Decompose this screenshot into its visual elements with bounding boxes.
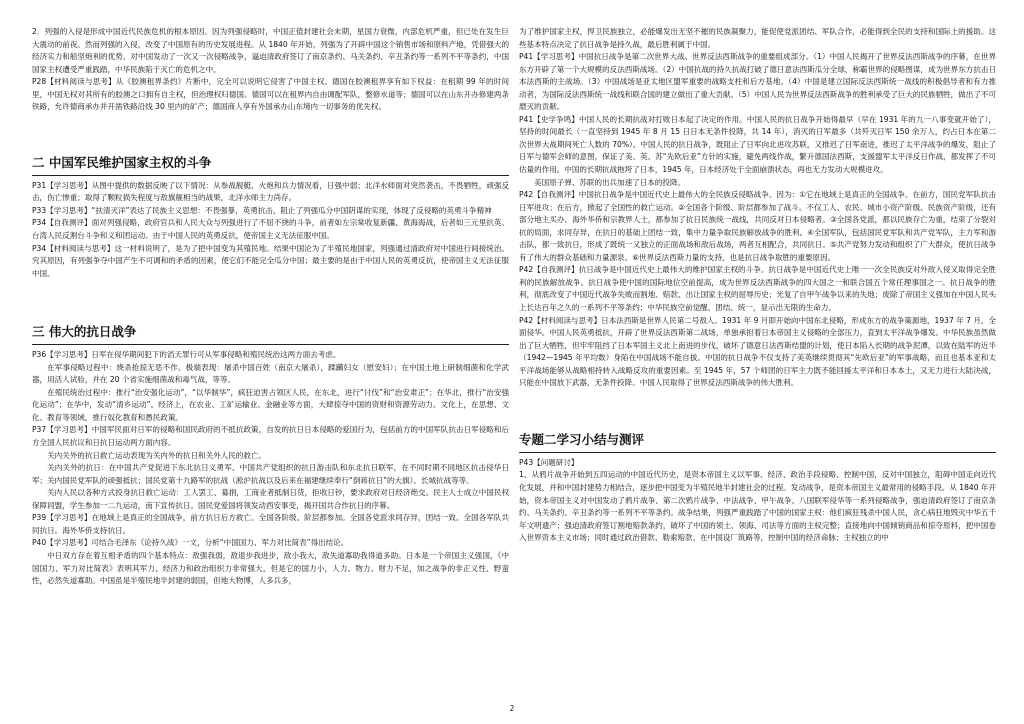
paragraph: P37【学习思考】中国军民面对日军的侵略和国民政府的不抵抗政策，自发的抗日日本侵略的爱国行为，包括前方的中国军队抗击日军侵略和后方全国人民抗议和日抗日运动两方面内容。 — [32, 425, 509, 448]
section-heading-sovereignty: 二 中国军民维护国家主权的斗争 — [32, 155, 509, 176]
spacer — [32, 114, 509, 155]
paragraph: 关内关外的抗日救亡运动表现为关内外的抗日和关外人民的救亡。 — [47, 450, 266, 460]
paragraph: 关内关外的抗日：在中国共产党促进下东北抗日义勇军、中国共产党组织的抗日游击队和东北抗日联军，在不同时期不同地区抗击侵华日军；关内国民党军队的顽强抵抗；国民党第十九路军的抗战（淞沪抗战以及后来在福建继续奉行“倒蒋抗日”的大旗）、长城抗战等等。 — [32, 463, 509, 485]
paragraph: P39【学习思考】在地域上是真正的全国战争，前方抗日后方救亡。全国各阶级、阶层都参加。全国各党派求同存异，团结一致。全国各军队共同抗日。海外华侨支持抗日。 — [32, 513, 509, 535]
paragraph-p34-test: P34【自我测评】面对列强侵略，政府官兵和人民大众与列强进行了不屈不挠的斗争，前者如左宗棠收复新疆、黄海海战，后者如三元里抗英、台湾人民反割台斗争和义和团运动。由于中国人民的英勇反抗，使帝国主义无法征服中国。 — [32, 218, 509, 241]
spacer — [519, 390, 996, 432]
paragraph: P42【材料阅读与思考】日本法西斯是世界人民第二号敌人。1931 年 9 月即开始向中国东北侵略，形成东方的战争策源地，1937 年 7 月，全面侵华。中国人民英勇抵抗，开辟了世界反法西斯第二战场，单独承担着日本帝国主义侵略的全部压力，直到太平洋战争爆发。中华民族虽然做出了巨大牺牲，但牢牢阻挡了日本军国主义北上南进的步伐，破坏了德意日法西斯结盟的计划，使日本陷入长期的战争泥潭，以致在陆军的近半（1942—1945 年平均数）身陷在中国战场不能自拔。中国的抗日战争不仅支持了美英继续贯彻其“先欧后亚”的军事战略，而且也基本亚和太平洋战场能够从战略相持转入战略反攻的重要因素。至 1945 年，57 个师团的日军主力既不能回援太平洋和日本本土，又无力进行大陆决战，只能在中国放下武器，无条件投降。中国人民取得了世界反法西斯战争的伟大胜利。 — [519, 315, 996, 388]
paragraph-p33: P33【学习思考】“扶清灭洋”表达了民族主义思想：不畏强暴，英勇抗击，阻止了列强瓜分中国阴谋的实现，体现了反侵略的英勇斗争精神 — [32, 205, 492, 215]
paragraph: P36【学习思考】日军在侵华期间犯下的滔天罪行可从军事侵略和殖民统治这两方面去考虑。 — [32, 350, 341, 360]
paragraph: 美国原子弹、苏联的出兵加速了日本的投降。 — [534, 177, 686, 187]
war-of-resistance-paragraphs — [32, 349, 509, 587]
paragraph: 在殖民统治过程中：推行“治安强化运动”，“以华制华”，疯狂迫害占领区人民，在东北，进行“讨伐”和“治安肃正”；在华北，推行“治安强化运动”；在华中，发动“清乡运动”。经济上，在农业、工矿运输业、金融业等方面，大肆掠夺中国的资财和资源劳动力。文化上，在思想、文化、教育等领域，推行奴化教育和愚民政策。 — [32, 387, 509, 422]
right-top-paragraphs — [519, 26, 996, 390]
paragraph: P43【问题研讨】 — [519, 457, 579, 467]
paragraph: P41【学习思考】中国抗日战争是第二次世界大战、世界反法西斯战争的重要组成部分。（1）中国人民揭开了世界反法西斯战争的序幕，在世界东方开辟了第一个大规模的反法西斯战场。（2）中国抗战的持久抗战打破了德日意法西斯瓜分全球，称霸世界的侵略图谋，成为世界东方抗击日本法西斯的主战场。（3）中国战场是亚太地区盟军重要的战略支柱和后方基地。（4）中国是建立国际反法西斯统一战线的积极倡导者和有力推动者，为国际反法西斯统一战线和联合国的建立做出了重大贡献。（5）中国人民为世界反法西斯战争的胜利承受了巨大的民族牺牲，做出了不可磨灭的贡献。 — [519, 52, 996, 112]
right-column — [519, 26, 996, 545]
paragraph: 关内人民以各种方式投身抗日救亡运动：工人罢工、募捐，工商业者抵制日货，拒收日钞，要求政府对日经济绝交。民主人士成立中国民权保障同盟，学生参加一二九运动，南下宣传抗日。国民党爱国将领发动西安事变，揭开国共合作抗日的序幕。 — [32, 488, 509, 510]
paragraph: 为了维护国家主权，捍卫民族独立，必能爆发出无坚不摧的民族凝聚力，能促使党派团结、军队合作，必能得到全民的支持和国际上的援助。这些基本特点决定了抗日战争是持久战，最后胜利属于中国。 — [519, 27, 996, 49]
paragraph-aggression-cause: 2．列强的入侵是形成中国近代民族危机的根本原因。因为列强侵略时，中国正值封建社会末期，星国力衰微，内部危机严重，但已处在发生巨大震动的前夜。然而列强的入侵，改变了中国原有的历史发展进程。从 1840 年开始，列强为了开辟中国这个销售市场和原料产地，凭借强大的经济实力和船坚炮利的优势，对中国发动了一次又一次侵略战争，逼迫清政府签订了南京条约、马关条约、辛丑条约等一系列不平等条约，中国国家主权遭受严重践踏，中华民族陷于灭亡的危机之中。 — [32, 27, 509, 74]
paragraph: P41【史学争鸣】中国人民的长期抗战对打败日本起了决定的作用。中国人民的抗日战争开始得最早（早在 1931 年的九一八事变就开始了），坚持的时间最长（一直坚持到 1945 年 8 月 15 日日本无条件投降，共 14 年），消灭的日军最多（共歼灭日军 150 余万人，约占日本在第二次世界大战期间死亡人数的 70%）。中国人民的抗日战争，既阻止了日军向北进攻苏联，又推迟了日军南进，推迟了太平洋战争的爆发，阻止了日军与德军会师的意图，保证了美、英、苏“先欧后亚”方针的实施，避免两线作战，繁升德国法西斯，支援盟军太平洋反日作战，都发挥了不可估量的作用。中国的长期抗战拖垮了日本，1945 年，日本经济处于全面崩溃状态，再也无力发动大规模进攻。 — [519, 114, 996, 175]
paragraph: 在军事侵略过程中：烧杀抢掠无恶不作。极端表现：屠杀中国百姓（南京大屠杀），蹂躏妇女（慰安妇）；在中国土地上研制细菌和化学武器，用活人试验，并在 20 个省实施细菌战和毒气战，等等。 — [32, 362, 509, 385]
paragraph-p28-jiaoao: P28【材料阅读与思考】从《胶澳租界条约》片断中，完全可以说明它侵害了中国主权。德国在胶澳租界享有如下权益：在租期 99 年的时间里，中国无权对其所有的胶澳之口拥有自主权，但治理权归德国。德国可以在租界内自由调配军队，整修水道等；德国可以在山东开办修建两条铁路，允许德商承办并开凿铁路沿线 30 里内的矿产；德国商人享有外国承办山东境内一切事务的优先权。 — [32, 77, 509, 112]
page-number: 2 — [509, 704, 515, 713]
paragraph-p31: P31【学习思考】从图中提供的数据反映了以下情况：从参战舰艇、火炮和兵力情况看，日强中弱；北洋水师面对突然袭击，不畏牺牲，顽强反击，伤亡惨重；取得了颗粒损失程度与敌旗舰相当的战果，北洋水师主力尚存。 — [32, 180, 509, 203]
summary-test-paragraphs — [519, 457, 996, 545]
paragraph: 中日双方存在着互相矛盾的四个基本特点：敌强我弱，敌退步我进步，敌小我大，敌失道寡助我得道多助。日本是一个帝国主义强国，《中国国力、军力对比简表》表明其军力、经济力和政治组织力非常强大，但是它的国力小，人力、物力、财力不足，加之战争的非正义性、野蛮性，必然失道寡助。中国虽是半殖民地半封建的弱国，但地大物博，人多兵多， — [32, 550, 509, 586]
left-column — [32, 26, 509, 588]
paragraph: P42【自我测评】中国抗日战争是中国近代史上最伟大的全民族反侵略战争。因为：①它在地域上是真正的全国战争。在前方，国民党军队抗击日军进攻；在后方，掀起了全国性的救亡运动。②全国各个阶级、阶层都参加了战斗。不仅工人、农民、城市小资产阶级、民族资产阶级，还有部分地主买办、海外华侨和宗教界人士，都参加了抗日民族统一战线，共同反对日本侵略者。③全国各党派，都以民族存亡为重，结束了分裂对抗的局面，求同存异，在抗日的基础上团结一致，集中力量争取民族解放战争的胜利。④全国军队，包括国民党军队和共产党军队，主力军和游击队，都一致抗日，形成了既统一又独立的正面战场和敌后战场，两者互相配合，共同抗日。⑤共产党努力发动和组织了广大群众，使抗日战争有了伟大的群众基础和力量源泉。⑥世界反法西斯力量的支持，也是抗日战争取胜的重要原因。 — [519, 190, 996, 262]
spacer — [32, 280, 509, 324]
paragraph: P40【学习思考】可结合毛泽东《论持久战》一文，分析“中国国力、军力对比简表”得出结论。 — [32, 538, 349, 548]
section-heading-war-of-resistance: 三 伟大的抗日战争 — [32, 324, 509, 345]
paragraph: P42【自我测评】抗日战争是中国近代史上最伟大的维护国家主权的斗争。抗日战争是中国近代史上唯一一次全民族反对外敌入侵又取得完全胜利的民族解放战争。抗日战争使中国的国际地位空前提高，成为世界反法西斯战争的四大国之一和联合国五个常任理事国之一。抗日战争的胜利，彻底改变了中国近代战争失败而割地、赔款、出让国家主权的屈辱历史；光复了自甲午战争以来的失地；废除了帝国主义强加在中国人民头上长达百年之久的一系列不平等条约；中华民族空前觉醒、团结、统一，显示出无限的生命力。 — [519, 265, 996, 313]
section-heading-summary-test: 专题二学习小结与测评 — [519, 432, 996, 453]
paragraph: 1、从鸦片战争开始到五四运动的中国近代历史，是资本帝国主义以军事、经济、政治手段侵略、控制中国，反对中国独立，阻碍中国走向近代化发展，并和中国封建势力相结合，逐步把中国变为半殖民地半封建社会的过程。发动战争，是资本帝国主义最常用的侵略手段。从 1840 年开始，资本帝国主义对中国发动了鸦片战争、第二次鸦片战争、中法战争、甲午战争、八国联军侵华等一系列侵略战争，强迫清政府签订了南京条约、马关条约、辛丑条约等一系列不平等条约。战争结果，列强严重践踏了中国的国家主权：他们疯狂残杀中国人民，贪心病狂地毁灭中华五千年文明遗产；强迫清政府签订割地赔款条约，破坏了中国的领土、领海、司法等方面的主权完整；直接地向中国倾销商品和掠夺原料，把中国卷入世界资本主义市场；同时通过政治借款、勒索赔款、在中国设厂筑路等，控制中国的经济命脉；主权独立的中 — [519, 470, 996, 543]
paragraph-p34-material: P34【材料阅读与思考】这一材料说明了，是为了把中国变为其殖民地。结果中国沦为了半殖民地国家，列强通过清政府对中国进行间接统治。究其原因，有列强争夺中国产生不可调和的矛盾的因素，使它们不能完全瓜分中国；最主要的是由于中国人民的英勇反抗，使帝国主义无法征服中国。 — [32, 243, 509, 278]
